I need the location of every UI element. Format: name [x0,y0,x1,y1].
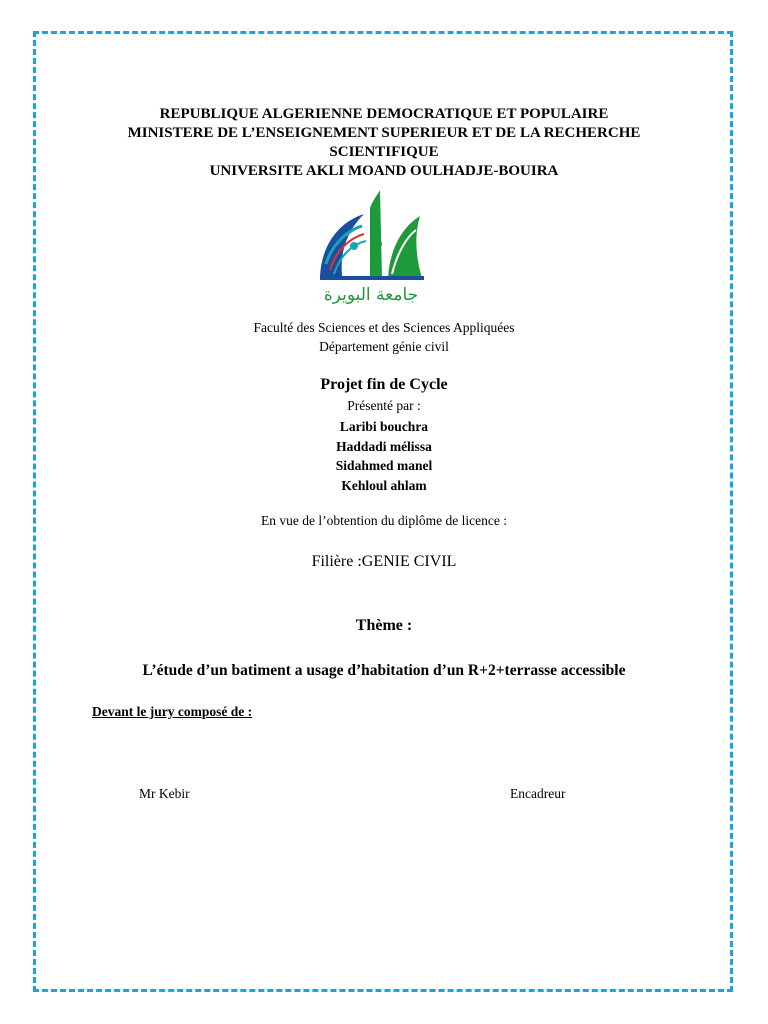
department-name: Département génie civil [319,339,449,354]
theme-title: L’étude d’un batiment a usage d’habitation d’un R+2+terrasse accessible [142,662,626,679]
faculty-block [0,318,768,356]
theme-label: Thème : [355,617,413,634]
presented-by-label: Présenté par : [347,398,421,413]
author-name: Kehloul ahlam [341,477,427,493]
purpose-line: En vue de l’obtention du diplôme de licence : [261,513,507,528]
author-name: Laribi bouchra [339,419,429,434]
header-block [0,105,768,181]
jury-label: Devant le jury composé de : [92,704,253,719]
project-title: Projet fin de Cycle [320,376,448,393]
author-name: Sidahmed manel [335,458,433,473]
header-republic: REPUBLIQUE ALGERIENNE DEMOCRATIQUE ET POPULAIRE [159,106,609,122]
header-ministry-cont: SCIENTIFIQUE [329,144,439,160]
author-name: Haddadi mélissa [336,438,432,454]
university-logo [312,186,430,308]
filiere-line: Filière :GENIE CIVIL [311,553,457,570]
logo-arabic-text: جامعة البويرة [323,285,419,305]
header-ministry: MINISTERE DE L’ENSEIGNEMENT SUPERIEUR ET DE LA RECHERCHE [127,125,641,141]
authors-list [0,417,768,495]
header-university: UNIVERSITE AKLI MOAND OULHADJE-BOUIRA [209,163,559,179]
jury-member-role: Encadreur [510,786,566,801]
jury-member-name: Mr Kebir [139,786,190,801]
faculty-name: Faculté des Sciences et des Sciences Appliquées [253,320,515,335]
